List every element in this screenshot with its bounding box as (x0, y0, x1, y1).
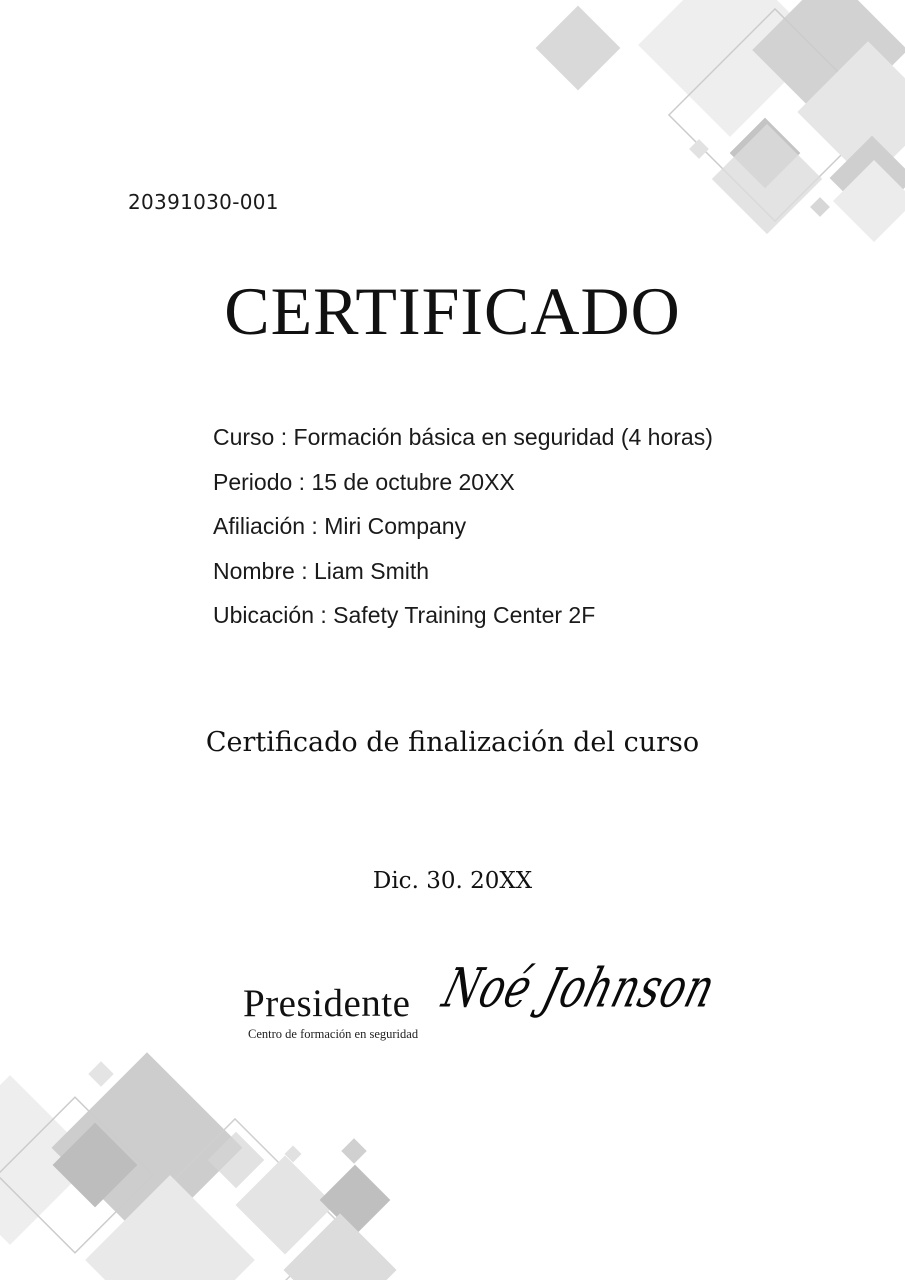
certificate-date: Dic. 30. 20XX (372, 868, 533, 894)
signatory-title: Presidente (243, 982, 411, 1025)
detail-row-period (213, 465, 713, 510)
detail-label: Periodo (213, 468, 293, 495)
detail-value: Safety Training Center 2F (333, 602, 596, 628)
detail-row-name (213, 554, 713, 599)
detail-separator: : (305, 513, 325, 539)
diamond-shape (752, 0, 905, 128)
diamond-shape (638, 0, 822, 137)
certificate-subtitle: Certificado de finalización del curso (205, 727, 700, 758)
diamond-shape (320, 1165, 391, 1236)
diamond-shape (797, 41, 905, 182)
diamond-shape (341, 1138, 366, 1163)
detail-value: Formación básica en seguridad (4 horas) (293, 424, 713, 450)
diamond-shape (669, 9, 881, 221)
detail-label: Nombre (213, 557, 295, 584)
detail-separator: : (294, 557, 314, 584)
detail-separator: : (292, 468, 312, 495)
diamond-shape (730, 118, 801, 189)
diamond-shape (810, 197, 830, 217)
handwritten-signature: Noé Johnson (436, 957, 723, 1021)
detail-row-location (213, 598, 713, 643)
diamond-shape (689, 139, 709, 159)
detail-label: Curso (213, 424, 275, 450)
detail-value: Liam Smith (313, 557, 430, 584)
signatory-block (243, 982, 418, 1042)
detail-separator: : (274, 424, 294, 450)
detail-separator: : (314, 602, 334, 628)
diamond-shape (85, 1175, 255, 1280)
certificate-details (213, 420, 713, 643)
top-right-diamonds (536, 0, 905, 242)
diamond-shape (129, 1119, 341, 1280)
diamond-shape (88, 1061, 113, 1086)
diamond-shape (208, 1132, 265, 1189)
detail-row-course (213, 420, 713, 465)
diamond-shape (833, 160, 905, 242)
detail-row-affiliation (213, 509, 713, 554)
detail-label: Ubicación (213, 602, 314, 628)
certificate-number: 20391030-001 (128, 190, 279, 214)
diamond-shape (536, 6, 621, 91)
detail-value: Miri Company (324, 513, 467, 539)
diamond-shape (830, 136, 905, 221)
detail-label: Afiliación (213, 513, 306, 539)
signatory-organization: Centro de formación en seguridad (248, 1027, 419, 1041)
diamond-shape (283, 1213, 396, 1280)
diamond-shape (285, 1146, 302, 1163)
detail-value: 15 de octubre 20XX (311, 468, 515, 495)
diamond-shape (52, 1052, 243, 1243)
certificate-title: CERTIFICADO (224, 273, 681, 349)
diamond-shape (712, 124, 822, 234)
diamond-shape (0, 1075, 95, 1245)
bottom-left-diamonds (0, 1052, 397, 1280)
diamond-shape (236, 1156, 335, 1255)
diamond-shape (53, 1123, 138, 1208)
diamond-shape (0, 1097, 153, 1253)
